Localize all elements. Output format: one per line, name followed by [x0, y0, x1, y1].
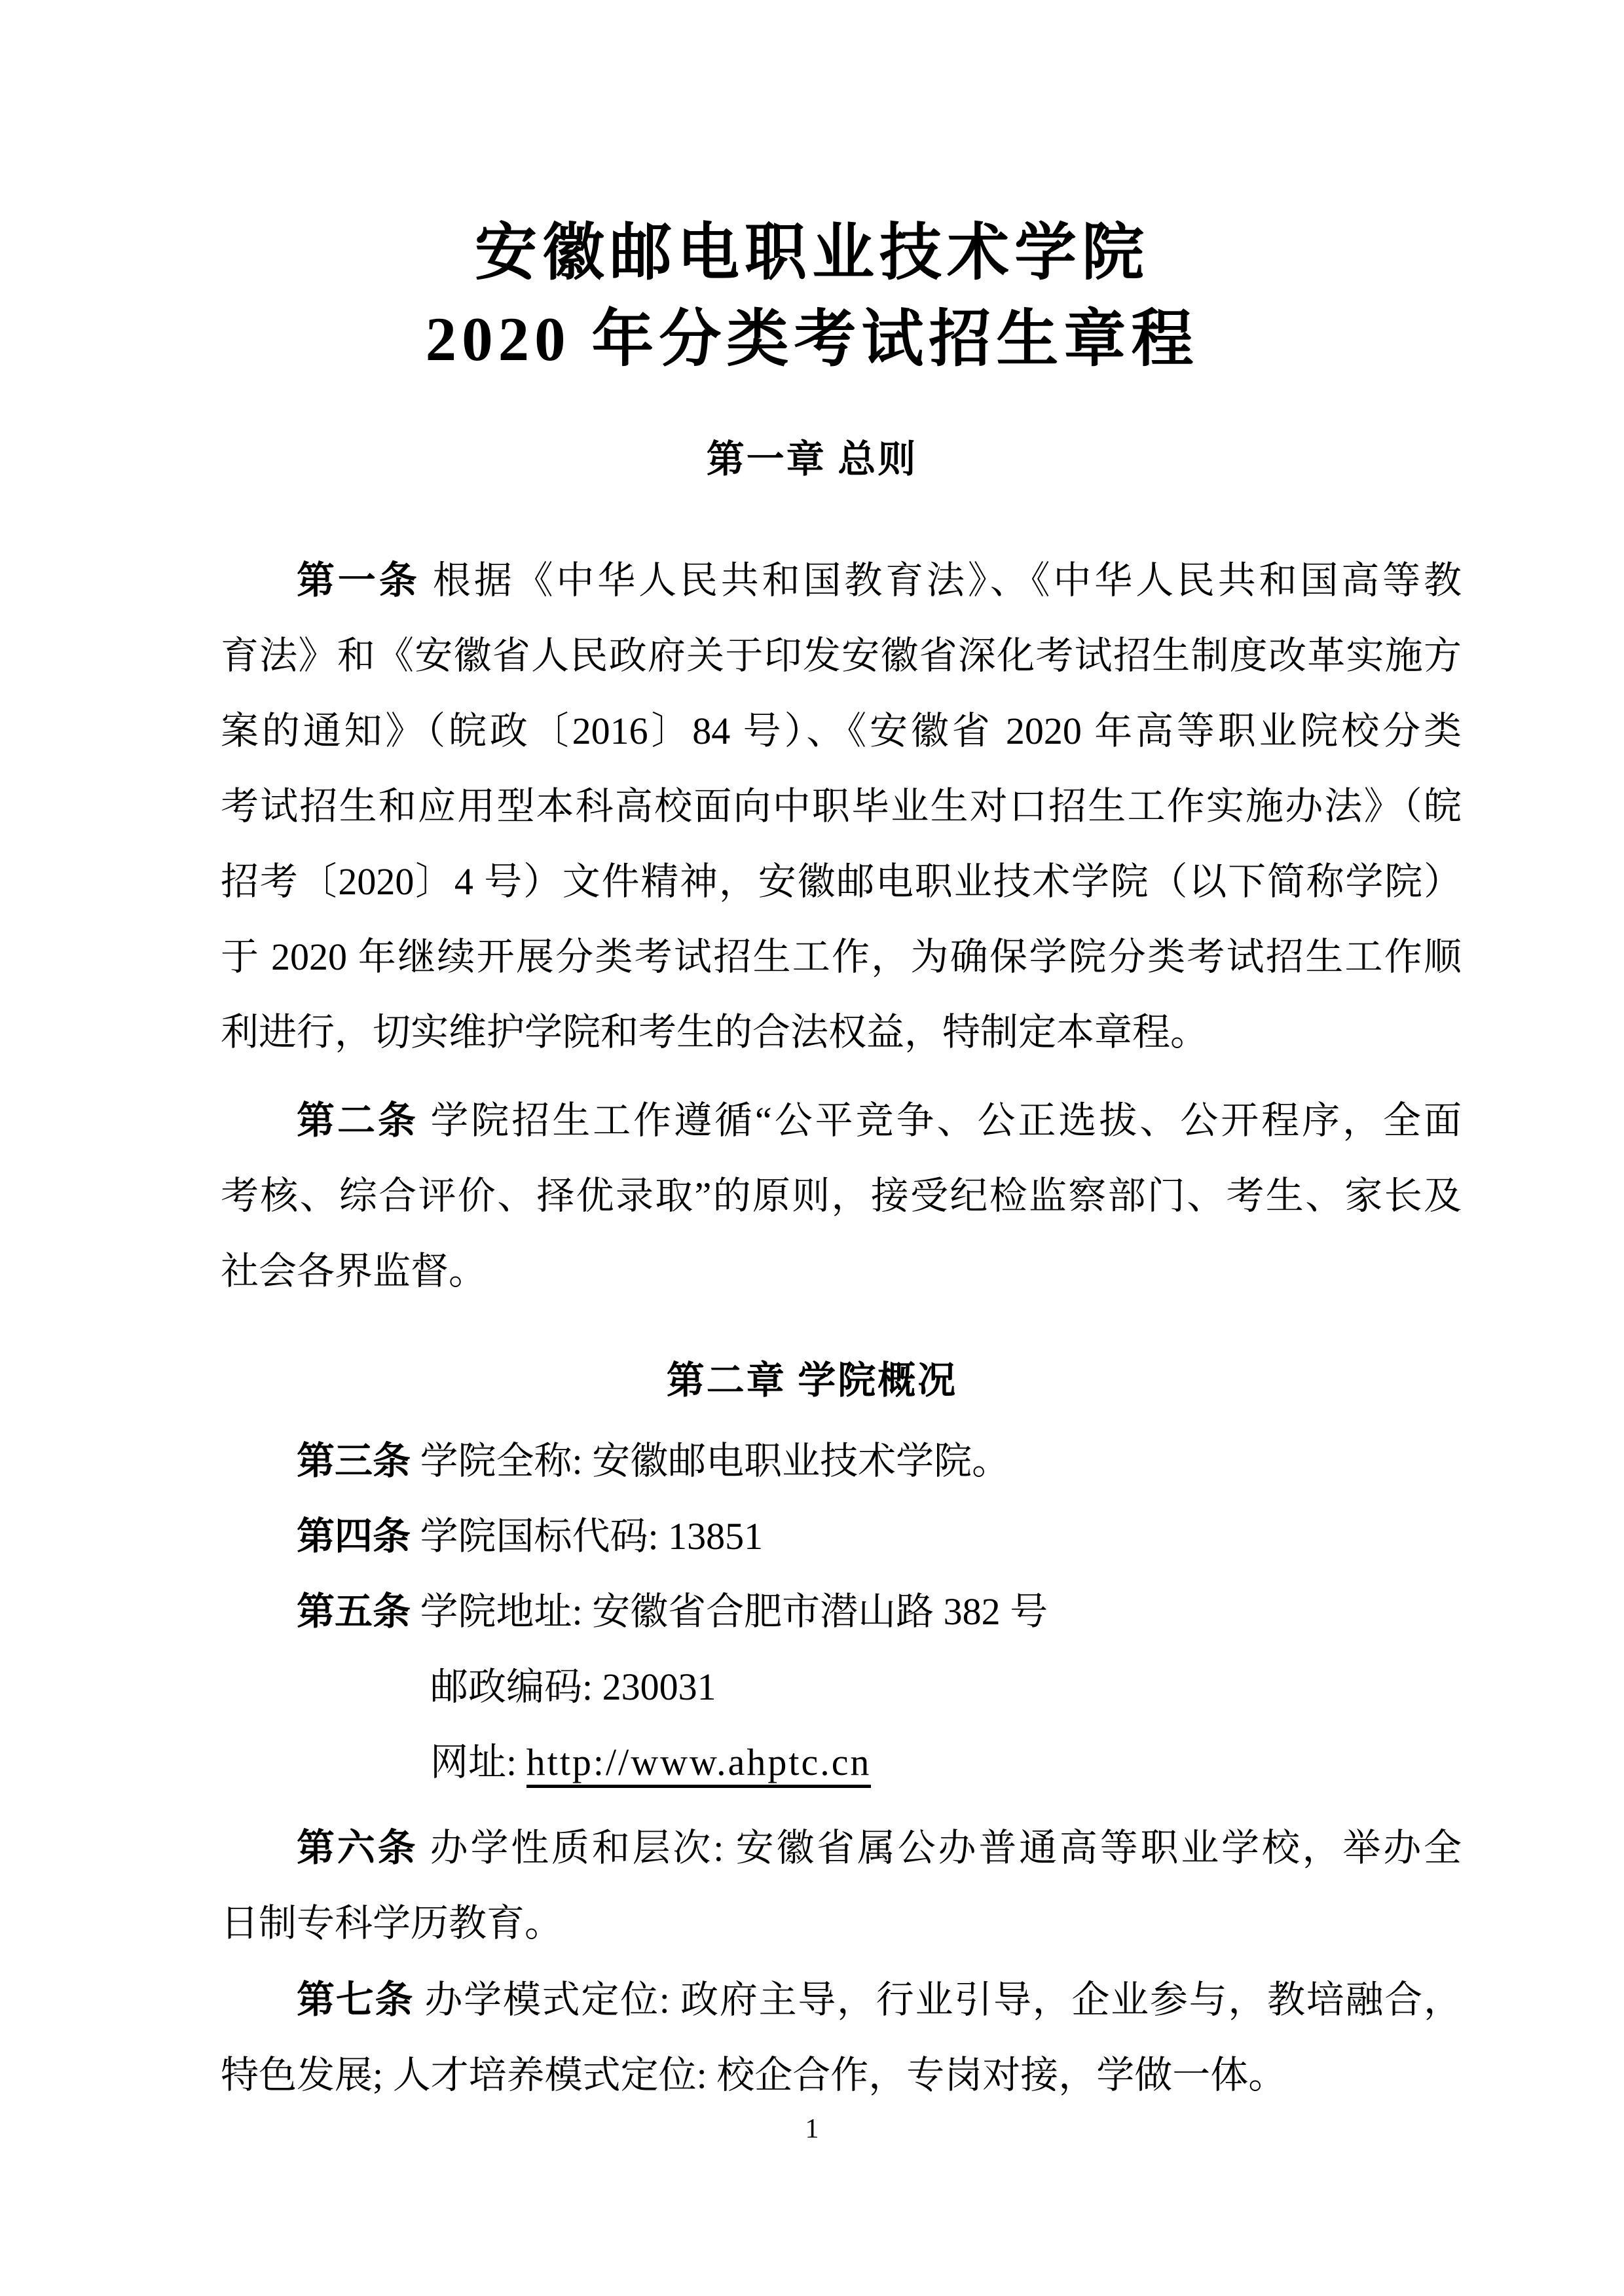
article-3-label: 第三条: [297, 1440, 411, 1482]
article-7-paragraph: [221, 1962, 1462, 2113]
text-line: 案的通知》（皖政〔2016〕84 号）、《安徽省 2020 年高等职业院校分类: [221, 710, 1462, 752]
text-line: 日制专科学历教育。: [221, 1902, 563, 1944]
website-line: [221, 1724, 1462, 1800]
college-overview-list: [221, 1423, 1462, 1800]
article-6-paragraph: [221, 1810, 1462, 1961]
article-4-text: 学院国标代码: 13851: [420, 1515, 764, 1558]
website-link[interactable]: http://www.ahptc.cn: [526, 1741, 872, 1788]
article-3-line: [221, 1423, 1462, 1499]
article-6-line1: 办学性质和层次: 安徽省属公办普通高等职业学校，举办全: [430, 1827, 1462, 1869]
text-line: 社会各界监督。: [221, 1250, 487, 1292]
article-7-line1: 办学模式定位: 政府主导，行业引导，企业参与，教培融合，: [424, 1978, 1462, 2021]
text-line: 于 2020 年继续开展分类考试招生工作，为确保学院分类考试招生工作顺: [221, 936, 1462, 978]
page-number: 1: [805, 2114, 819, 2144]
article-7-label: 第七条: [297, 1978, 415, 2021]
chapter1-heading: 第一章 总则: [706, 438, 918, 481]
article-5-label: 第五条: [297, 1590, 411, 1633]
document-title-line1: 安徽邮电职业技术学院: [474, 218, 1149, 287]
article-1-paragraph: [221, 543, 1462, 1070]
website-label: 网址:: [430, 1741, 526, 1783]
postal-code-line: 邮政编码: 230031: [430, 1666, 716, 1708]
text-line: [221, 1810, 1462, 1886]
text-line: [221, 1083, 1462, 1158]
article-1-line1: 根据《中华人民共和国教育法》、《中华人民共和国高等教: [432, 559, 1462, 602]
article-5-text: 学院地址: 安徽省合肥市潜山路 382 号: [420, 1590, 1048, 1633]
article-5-line: [221, 1574, 1462, 1649]
article-1-label: 第一条: [297, 559, 420, 602]
text-line: 考试招生和应用型本科高校面向中职毕业生对口招生工作实施办法》（皖: [221, 785, 1462, 828]
text-line: [221, 543, 1462, 618]
chapter2-heading: 第二章 学院概况: [666, 1359, 958, 1402]
article-4-label: 第四条: [297, 1515, 411, 1558]
text-line: 利进行，切实维护学院和考生的合法权益，特制定本章程。: [221, 1011, 1209, 1053]
article-3-text: 学院全称: 安徽邮电职业技术学院。: [420, 1440, 1010, 1482]
text-line: 特色发展; 人才培养模式定位: 校企合作，专岗对接，学做一体。: [221, 2054, 1287, 2096]
article-6-label: 第六条: [297, 1827, 418, 1869]
article-2-paragraph: [221, 1083, 1462, 1309]
text-line: 招考〔2020〕4 号）文件精神，安徽邮电职业技术学院（以下简称学院）: [221, 860, 1462, 903]
document-title: [0, 210, 1624, 382]
article-4-line: [221, 1499, 1462, 1574]
document-title-line2: 2020 年分类考试招生章程: [425, 304, 1199, 374]
text-line: 考核、综合评价、择优录取”的原则，接受纪检监察部门、考生、家长及: [221, 1175, 1462, 1217]
article-2-label: 第二条: [297, 1099, 418, 1142]
text-line: 育法》和《安徽省人民政府关于印发安徽省深化考试招生制度改革实施方: [221, 634, 1462, 677]
text-line: [221, 1962, 1462, 2037]
article-2-line1: 学院招生工作遵循“公平竞争、公正选拔、公开程序，全面: [430, 1099, 1462, 1142]
